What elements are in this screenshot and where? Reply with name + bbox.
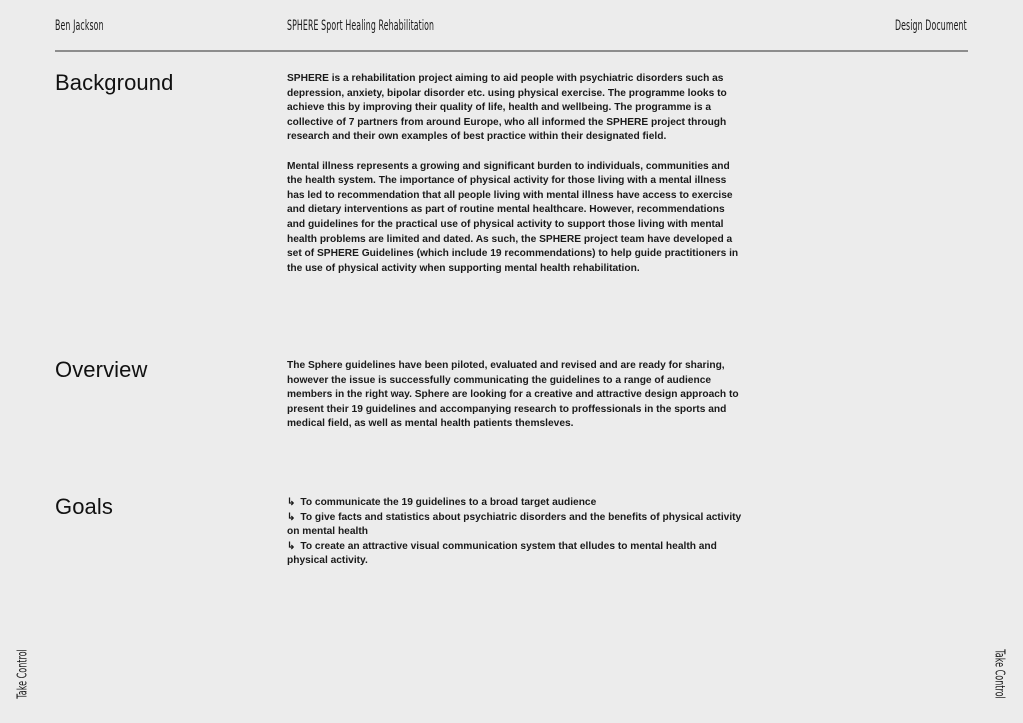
project-title: SPHERE Sport Healing Rehabilitation bbox=[287, 18, 435, 34]
arrow-icon: ↳ bbox=[287, 511, 296, 523]
background-paragraph: SPHERE is a rehabilitation project aiming to aid people with psychiatric disorders such as depression, anxiety, bipolar disorder etc. using physical exercise. The programme looks to achieve this by improving their quality of life, health and wellbeing. The programme is a collective of 7 partners from around Europe, who all informed the SPHERE project through research and their own examples of best practice within their designated field. bbox=[287, 73, 727, 143]
document-type: Design Document bbox=[895, 18, 967, 34]
goal-text: To give facts and statistics about psychiatric disorders and the benefits of physical activity on mental health bbox=[287, 511, 742, 538]
background-heading: Background bbox=[55, 70, 174, 95]
overview-paragraph: The Sphere guidelines have been piloted, evaluated and revised and are ready for sharing, however the issue is successfully communicating the guidelines to a range of audience members in the right way. Sphere are looking for a creative and attractive design approach to present their 19 guidelines and accompanying research to proffessionals in the sports and medical field, as well as mental health patients themsleves. bbox=[287, 360, 739, 430]
goals-list bbox=[287, 496, 742, 569]
side-label-left: Take Control bbox=[15, 649, 31, 699]
header-divider bbox=[55, 50, 968, 52]
goal-item bbox=[287, 511, 742, 540]
goal-item bbox=[287, 540, 742, 569]
overview-body bbox=[287, 359, 742, 432]
overview-heading: Overview bbox=[55, 357, 148, 382]
side-label-right: Take Control bbox=[991, 649, 1007, 699]
goal-text: To create an attractive visual communication system that elludes to mental health and physical activity. bbox=[287, 540, 717, 567]
author-name: Ben Jackson bbox=[55, 18, 104, 34]
arrow-icon: ↳ bbox=[287, 497, 296, 508]
arrow-icon: ↳ bbox=[287, 540, 296, 552]
background-body bbox=[287, 72, 742, 276]
goal-item bbox=[287, 496, 742, 511]
goals-heading: Goals bbox=[55, 494, 113, 519]
background-paragraph: Mental illness represents a growing and significant burden to individuals, communities and the health system. The importance of physical activity for those living with a mental illness has led to recommendation that all people living with mental illness have access to exercise and dietary interventions as part of routine mental healthcare. However, recommendations and guidelines for the practical use of physical activity to support those living with mental health problems are limited and dated. As such, the SPHERE project team have developed a set of SPHERE Guidelines (which include 19 recommendations) to help guide practitioners in the use of physical activity when supporting mental health rehabilitation. bbox=[287, 160, 739, 274]
goal-text: To communicate the 19 guidelines to a broad target audience bbox=[300, 497, 597, 508]
